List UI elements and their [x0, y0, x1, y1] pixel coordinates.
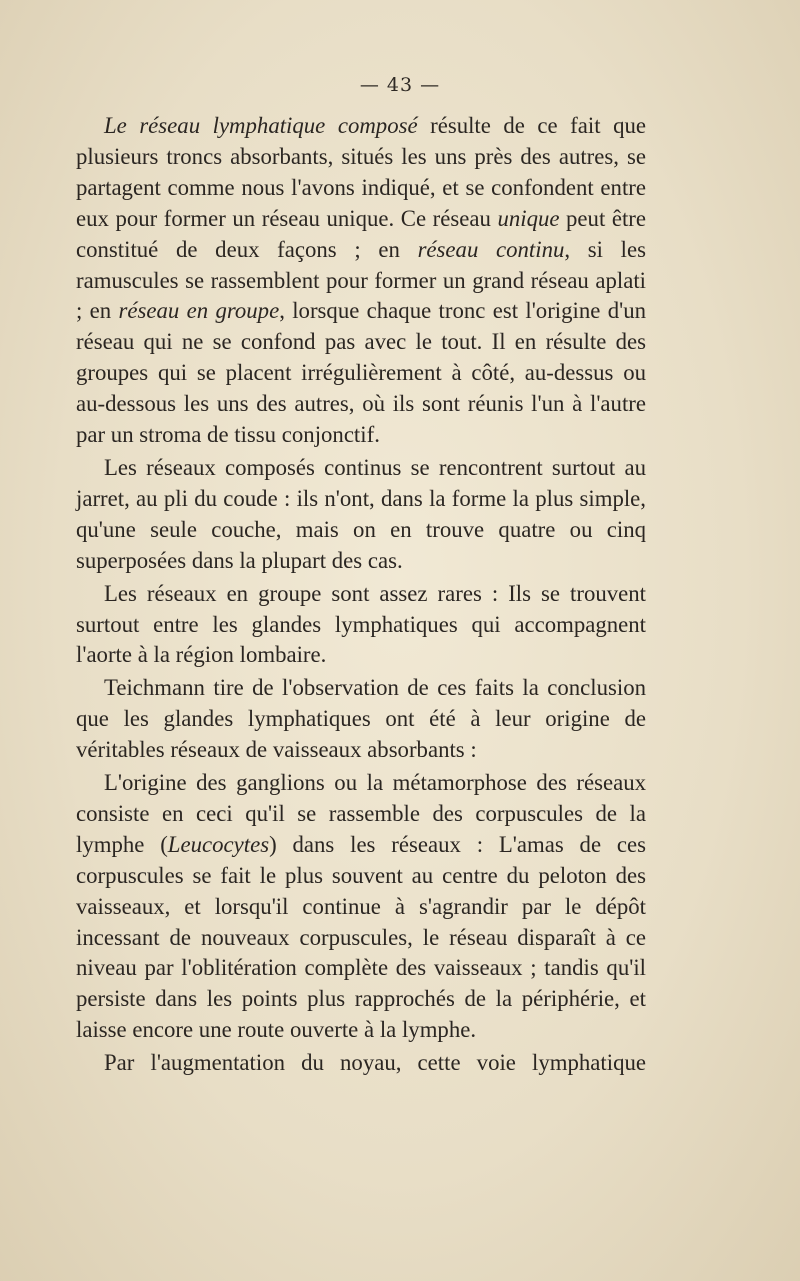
text-run: Les réseaux composés continus se rencontrent surtout au jarret, au pli du coude : ils n'ont, dans la forme la plus simple, qu'une seule couche, mais on en trouve quatre ou cinq superposées dans la plupart des cas. — [76, 454, 646, 573]
text-run: Par l'augmentation du noyau, cette voie lymphatique — [104, 1050, 646, 1076]
text-run: , lorsque chaque tronc est l'origine d'un réseau qui ne se confond pas avec le tout. Il en résulte des groupes qui se placent irrégulièrement à côté, au-dessus ou au-dessous les uns des autres, où ils sont réunis l'un à l'autre par un stroma de tissu conjonctif. — [76, 298, 646, 448]
italic-term: Le réseau lymphatique composé — [104, 113, 418, 138]
text-run: L'origine des ganglions ou la métamorphose des réseaux consiste en ceci qu'il se rassemble des corpuscules de la lymphe ( — [76, 770, 646, 857]
paragraph-5 — [76, 768, 646, 1046]
text-run: Les réseaux en groupe sont assez rares : Ils se trouvent surtout entre les glandes lymphatiques qui accompagnent l'aorte à la région lombaire. — [76, 580, 646, 668]
text-run: peut être constitué de deux façons ; en — [76, 205, 646, 262]
body-text — [76, 111, 646, 1079]
paragraph-3 — [76, 579, 646, 672]
page-number: — 43 — — [359, 74, 441, 96]
italic-term: réseau continu — [417, 236, 565, 262]
italic-term: Leucocytes — [167, 831, 270, 857]
italic-term: réseau en groupe — [118, 298, 280, 324]
text-run: Teichmann tire de l'observation de ces faits la conclusion que les glandes lymphatiques ont été à leur origine de véritables réseaux de vaisseaux absorbants : — [76, 675, 646, 763]
text-run: résulte de ce fait que plusieurs troncs absorbants, situés les uns près des autres, se partagent comme nous l'avons indiqué, et se confondent entre eux pour former un réseau unique. Ce réseau — [76, 113, 646, 231]
paragraph-4 — [76, 673, 646, 766]
paragraph-1 — [76, 111, 646, 451]
text-run: , si les ramuscules se rassemblent pour former un grand réseau aplati ; en — [76, 236, 646, 324]
italic-term: unique — [497, 205, 560, 231]
paragraph-2 — [76, 453, 646, 577]
text-run: ) dans les réseaux : L'amas de ces corpuscules se fait le plus souvent au centre du peloton des vaisseaux, et lorsqu'il continue à s'agrandir par le dépôt incessant de nouveaux corpuscules, le réseau disparaît à ce niveau par l'oblitération complète des vaisseaux ; tandis qu'il persiste dans les points plus rapprochés de la périphérie, et laisse encore une route ouverte à la lymphe. — [76, 831, 646, 1043]
paragraph-6 — [76, 1048, 646, 1079]
